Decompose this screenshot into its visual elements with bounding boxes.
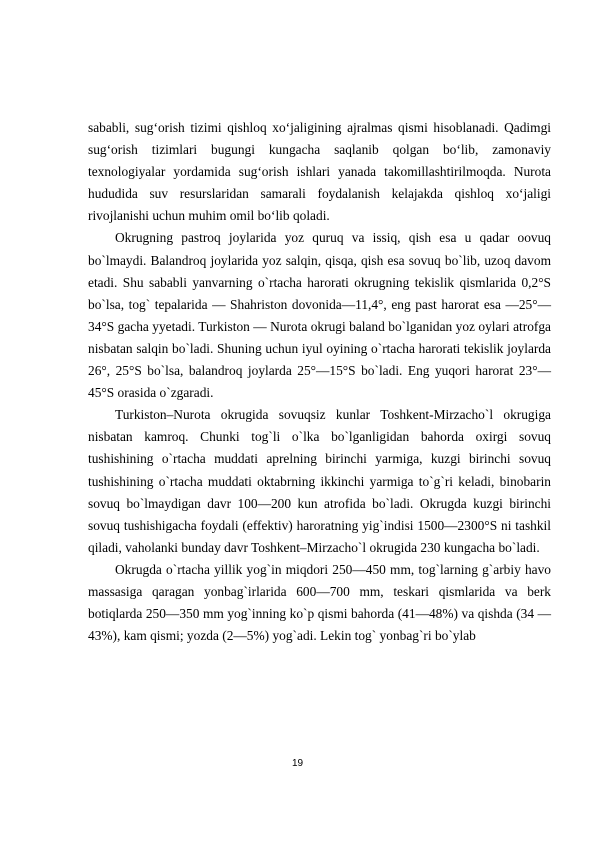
body-text: [88, 117, 551, 647]
paragraph-1: sababli, sug‘orish tizimi qishloq xo‘jaligining ajralmas qismi hisoblanadi. Qadimgi sug‘orish tizimlari bugungi kungacha saqlanib qolgan bo‘lib, zamonaviy texnologiyalar yordamida sug‘orish ishlari yanada takomillashtirilmoqda. Nurota hududida suv resurslaridan samarali foydalanish kelajakda qishloq xo‘jaligi rivojlanishi uchun muhim omil bo‘lib qoladi.: [88, 120, 551, 224]
paragraph-3: Turkiston–Nurota okrugida sovuqsiz kunlar Toshkent-Mirzacho`l okrugiga nisbatan kamroq. Chunki tog`li o`lka bo`lganligidan bahorda oxirgi sovuq tushishining o`rtacha muddati aprelning birinchi yarmiga, kuzgi birinchi sovuq tushishining o`rtacha muddati oktabrning ikkinchi yarmiga to`g`ri keladi, binobarin sovuq bo`lmaydigan davr 100—200 kun atrofida bo`ladi. Okrugda kuzgi birinchi sovuq tushishigacha foydali (effektiv) haroratning yig`indisi 1500—2300°S ni tashkil qiladi, vaholanki bunday davr Toshkent–Mirzacho`l okrugida 230 kungacha bo`ladi.: [88, 407, 551, 555]
paragraph-2: Okrugning pastroq joylarida yoz quruq va issiq, qish esa u qadar oovuq bo`lmaydi. Balandroq joylarida yoz salqin, qisqa, qish esa sovuq bo`lib, uzoq davom etadi. Shu sababli yanvarning o`rtacha harorati okrugning tekislik qismlarida 0,2°S bo`lsa, tog` tepalarida — Shahriston dovonida—11,4°, eng past harorat esa —25°—34°S gacha yyetadi. Turkiston — Nurota okrugi baland bo`lganidan yoz oylari atrofga nisbatan salqin bo`ladi. Shuning uchun iyul oyining o`rtacha harorati tekislik joylarda 26°, 25°S bo`lsa, balandroq joylarda 25°—15°S bo`ladi. Eng yuqori harorat 23°—45°S orasida o`zgaradi.: [88, 230, 551, 401]
page-number: 19: [291, 758, 304, 769]
paragraph-4: Okrugda o`rtacha yillik yog`in miqdori 250—450 mm, tog`larning g`arbiy havo massasiga qaragan yonbag`irlarida 600—700 mm, teskari qismlarida va berk botiqlarda 250—350 mm yog`inning ko`p qismi bahorda (41—48%) va qishda (34 —43%), kam qismi; yozda (2—5%) yog`adi. Lekin tog` yonbag`ri bo`ylab: [88, 561, 551, 644]
